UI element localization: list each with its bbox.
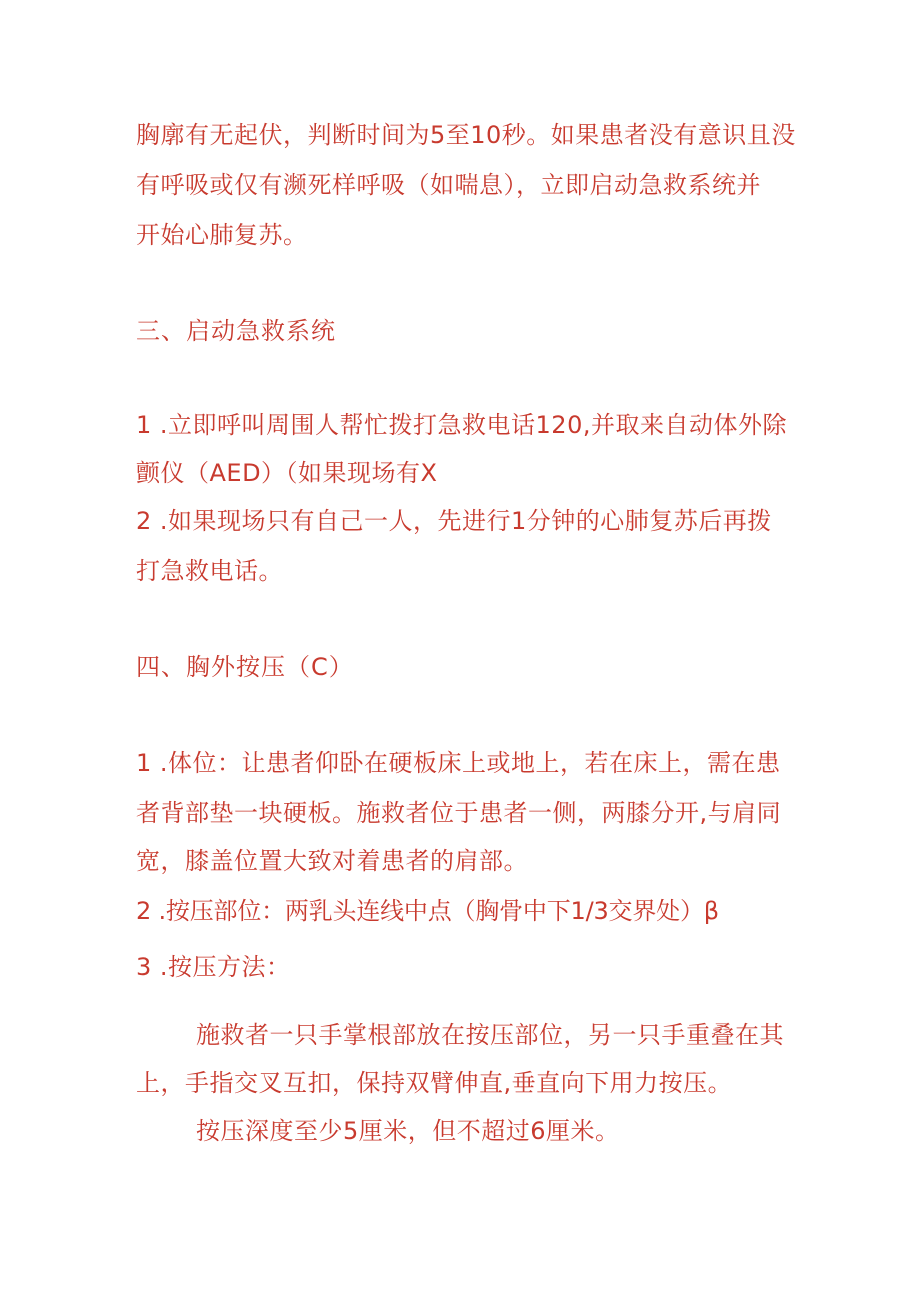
section-3-item-1-line-2: 颤仪（AED）（如果现场有X — [136, 459, 438, 487]
method-line-2: 上，手指交叉互扣，保持双臂伸直,垂直向下用力按压。 — [136, 1069, 733, 1097]
section-4-item-1-line-1: 1 .体位：让患者仰卧在硬板床上或地上，若在床上，需在患 — [136, 749, 781, 777]
intro-line-2: 有呼吸或仅有濒死样呼吸（如喘息），立即启动急救系统并 — [136, 171, 761, 199]
section-3-heading: 三、启动急救系统 — [136, 317, 336, 345]
section-3-item-2-line-2: 打急救电话。 — [136, 557, 283, 585]
section-4-heading: 四、胸外按压（C） — [136, 653, 354, 681]
intro-line-3: 开始心肺复苏。 — [136, 221, 308, 249]
section-4-item-2-line: 2 .按压部位：两乳头连线中点（胸骨中下1/3交界处）β — [136, 897, 719, 925]
intro-line-1: 胸廓有无起伏，判断时间为5至10秒。如果患者没有意识且没 — [136, 121, 796, 149]
section-4-item-1-line-3: 宽，膝盖位置大致对着患者的肩部。 — [136, 847, 528, 875]
section-3-item-2-line-1: 2 .如果现场只有自己一人，先进行1分钟的心肺复苏后再拨 — [136, 507, 772, 535]
section-4-item-1-line-2: 者背部垫一块硬板。施救者位于患者一侧，两膝分开,与肩同 — [136, 799, 782, 827]
depth-line: 按压深度至少5厘米，但不超过6厘米。 — [196, 1117, 620, 1145]
section-3-item-1-line-1: 1 .立即呼叫周围人帮忙拨打急救电话120,并取来自动体外除 — [136, 411, 787, 439]
section-4-item-3-line: 3 .按压方法： — [136, 953, 291, 981]
method-line-1: 施救者一只手掌根部放在按压部位，另一只手重叠在其 — [196, 1021, 784, 1049]
